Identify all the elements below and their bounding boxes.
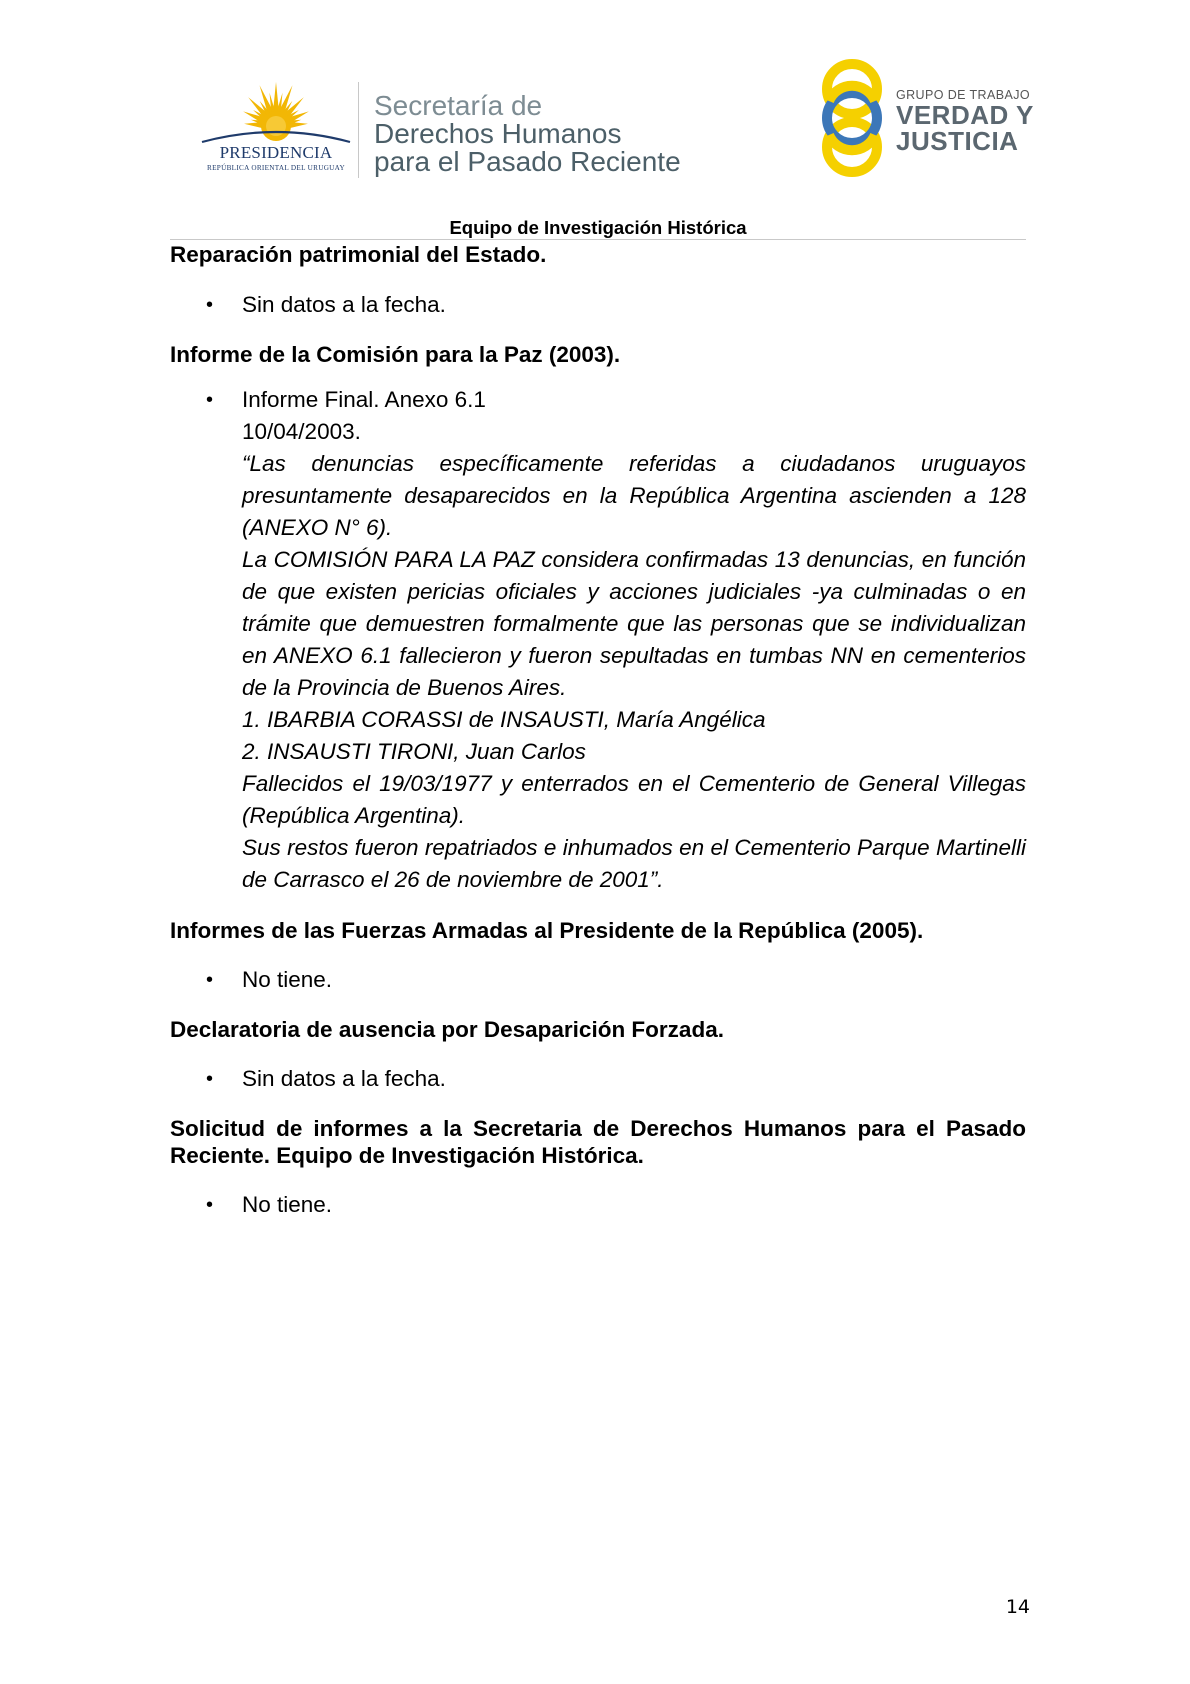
section-heading: Informes de las Fuerzas Armadas al Presidente de la República (2005). <box>170 918 924 943</box>
annex-title: Informe Final. Anexo 6.1 <box>242 387 486 412</box>
gtvj-line-1: VERDAD Y <box>896 100 1034 130</box>
secretaria-line-3: para el Pasado Reciente <box>374 146 681 177</box>
section-heading: Declaratoria de ausencia por Desaparición Forzada. <box>170 1017 724 1042</box>
list-item <box>170 289 1026 321</box>
header-rule <box>170 239 1026 240</box>
document-body <box>170 241 1026 1221</box>
verdad-justicia-logo <box>818 56 1034 180</box>
quote-list-item: 2. INSAUSTI TIRONI, Juan Carlos <box>242 739 586 764</box>
secretaria-line-2: Derechos Humanos <box>374 118 622 149</box>
sun-icon <box>196 78 356 148</box>
section-heading: Solicitud de informes a la Secretaria de Derechos Humanos para el Pasado Reciente. Equipo de Investigación Histórica. <box>170 1116 1026 1168</box>
presidencia-subtitle: REPÚBLICA ORIENTAL DEL URUGUAY <box>207 164 345 172</box>
list-item-body <box>242 384 1026 896</box>
list-item <box>170 384 1026 896</box>
bullet-icon: • <box>206 1068 214 1090</box>
quote-paragraph: La COMISIÓN PARA LA PAZ considera confirmadas 13 denuncias, en función de que existen pericias oficiales y acciones judiciales -ya culminadas o en trámite que demuestren formalmente que las personas que se individualizan en ANEXO 6.1 fallecieron y fueron sepultadas en tumbas NN en cementerios de la Provincia de Buenos Aires. <box>242 547 1026 700</box>
header-title: Equipo de Investigación Histórica <box>449 217 747 238</box>
list-item-text: No tiene. <box>242 1192 333 1217</box>
logo-divider <box>358 82 359 178</box>
gtvj-small-text: GRUPO DE TRABAJO <box>896 88 1030 102</box>
list-item <box>170 964 1026 996</box>
list-item-text: Sin datos a la fecha. <box>242 292 446 317</box>
secretaria-line-1: Secretaría de <box>374 90 543 121</box>
quote-paragraph: “Las denuncias específicamente referidas a ciudadanos uruguayos presuntamente desaparecidos en la República Argentina ascienden a 128 (ANEXO N° 6). <box>242 451 1026 540</box>
bullet-icon: • <box>206 389 214 411</box>
list-item <box>170 1063 1026 1095</box>
quote-paragraph: Fallecidos el 19/03/1977 y enterrados en el Cementerio de General Villegas (República Argentina). <box>242 771 1026 828</box>
bullet-icon: • <box>206 969 214 991</box>
quote-paragraph: Sus restos fueron repatriados e inhumados en el Cementerio Parque Martinelli de Carrasco el 26 de noviembre de 2001”. <box>242 835 1026 892</box>
quote-list-item: 1. IBARBIA CORASSI de INSAUSTI, María Angélica <box>242 707 766 732</box>
list-item-text: No tiene. <box>242 967 333 992</box>
bullet-icon: • <box>206 1194 214 1216</box>
page-header <box>0 0 1190 240</box>
presidencia-logo <box>196 78 356 178</box>
secretaria-logo-text <box>374 92 681 176</box>
list-item-text: Sin datos a la fecha. <box>242 1066 446 1091</box>
section-heading: Informe de la Comisión para la Paz (2003). <box>170 342 621 367</box>
page-number: 14 <box>1005 1596 1030 1618</box>
linked-rings-icon <box>818 56 892 180</box>
annex-date: 10/04/2003. <box>242 419 361 444</box>
presidencia-title: PRESIDENCIA <box>219 143 333 162</box>
gtvj-line-2: JUSTICIA <box>896 126 1019 156</box>
list-item <box>170 1189 1026 1221</box>
section-heading: Reparación patrimonial del Estado. <box>170 242 547 267</box>
bullet-icon: • <box>206 294 214 316</box>
